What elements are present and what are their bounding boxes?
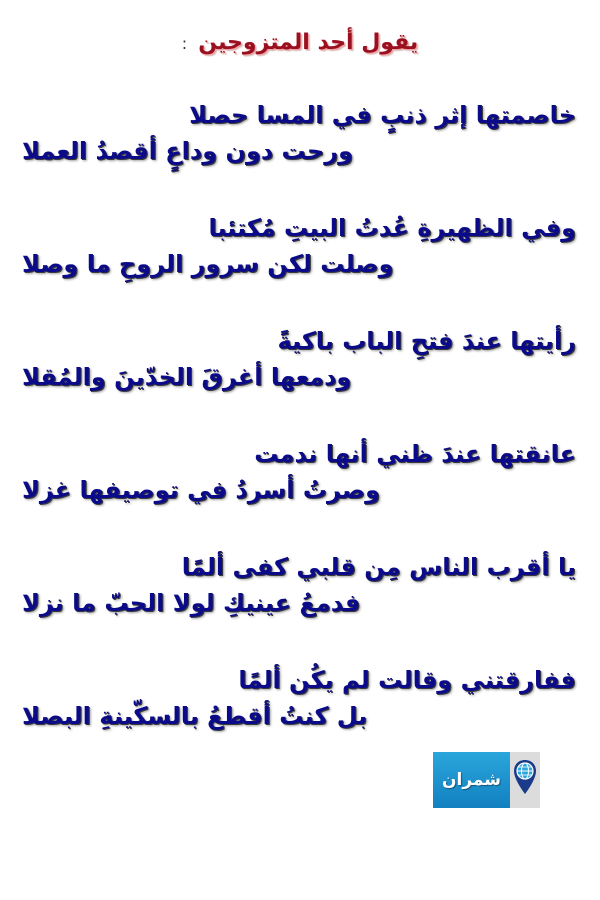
stanza-5 <box>0 550 600 663</box>
verse-line-6-1: ففارقتني وقالت لم يكُن ألمًا <box>238 666 576 694</box>
verse-line-4-2: وصرتُ أسردُ في توصيفها غزلا <box>22 476 381 504</box>
logo-emblem-panel <box>510 752 540 808</box>
verse-line-2-1: وفي الظهيرةِ عُدتُ البيتِ مُكتئبا <box>208 214 576 242</box>
poem-title-row <box>0 30 600 55</box>
watermark-logo <box>433 752 540 808</box>
verse-line-5-2: فدمعُ عينيكِ لولا الحبّ ما نزلا <box>22 589 361 617</box>
stanza-2 <box>0 211 600 324</box>
verse-line-3-2: ودمعها أغرقَ الخدّينَ والمُقلا <box>22 363 352 391</box>
poem-body <box>0 98 600 776</box>
verse-line-5-1: يا أقرب الناس مِن قلبي كفى ألمًا <box>181 553 576 581</box>
title-colon: : <box>181 34 188 53</box>
stanza-4 <box>0 437 600 550</box>
logo-wordmark-panel <box>433 752 510 808</box>
logo-wordmark: شمران <box>441 770 502 790</box>
verse-line-2-2: وصلت لكن سرور الروحِ ما وصلا <box>22 250 394 278</box>
verse-line-3-1: رأيتها عندَ فتحِ الباب باكيةً <box>277 327 576 355</box>
stanza-3 <box>0 324 600 437</box>
verse-line-1-1: خاصمتها إثر ذنبٍ في المسا حصلا <box>189 101 576 129</box>
poem-title: يقول أحد المتزوجين <box>198 30 419 55</box>
stanza-1 <box>0 98 600 211</box>
globe-pin-icon <box>512 758 538 802</box>
verse-line-1-2: ورحت دون وداعٍ أقصدُ العملا <box>22 137 353 165</box>
verse-line-6-2: بل كنتُ أقطعُ بالسكّينةِ البصلا <box>22 702 368 730</box>
verse-line-4-1: عانقتها عندَ ظني أنها ندمت <box>254 440 576 468</box>
